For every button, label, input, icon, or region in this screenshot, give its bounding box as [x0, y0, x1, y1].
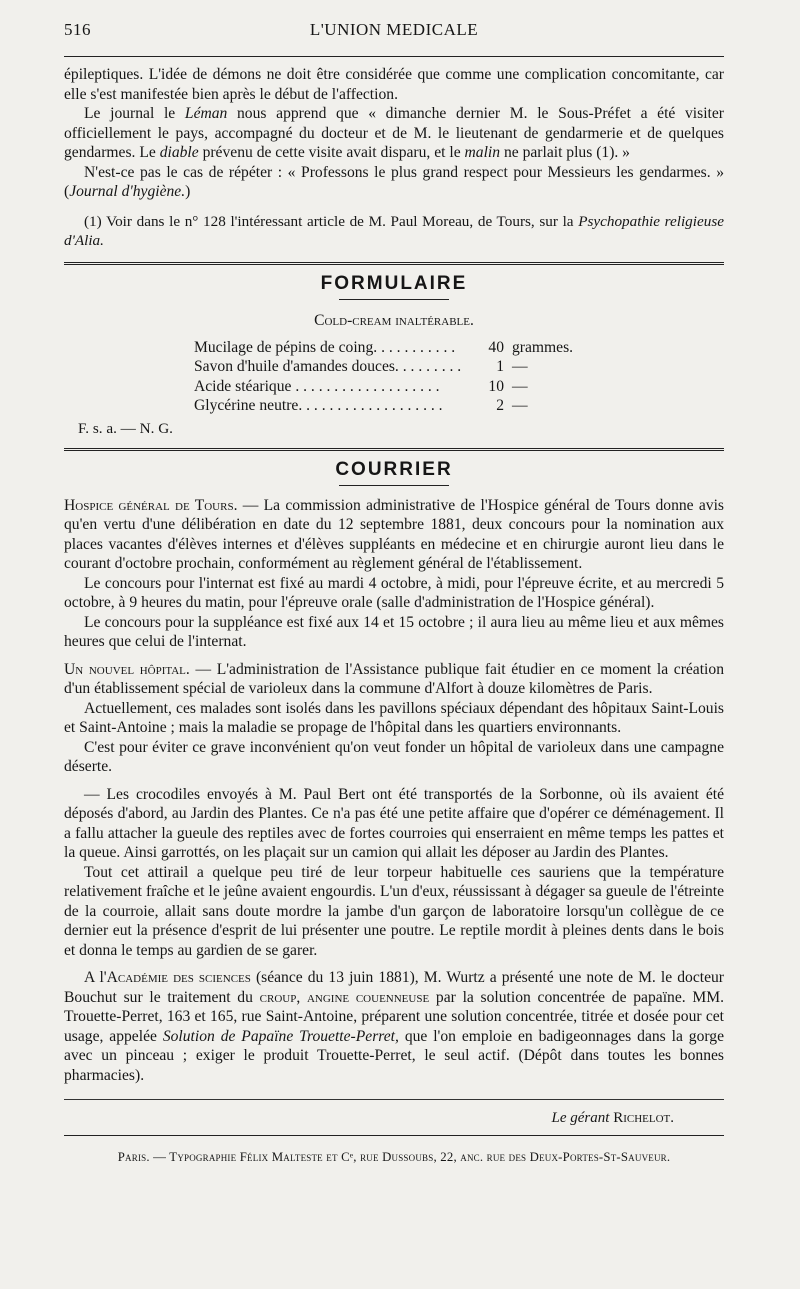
intro-p2-text-d: ne parlait plus (1). »	[500, 144, 630, 161]
ingredient-row	[194, 377, 724, 397]
academie-heading: Académie des sciences	[106, 969, 251, 986]
intro-p2-diable: diable	[159, 144, 199, 161]
intro-p3-source: Journal d'hygiène.	[69, 183, 186, 200]
ingredient-name: Glycérine neutre. . . . . . . . . . . . . . . . . . .	[194, 397, 443, 414]
academie-lead: A l'	[84, 969, 107, 986]
intro-p2-malin: malin	[464, 144, 501, 161]
header-rule	[64, 56, 724, 57]
intro-p3-close: )	[185, 183, 191, 200]
section-title-formulaire: FORMULAIRE	[320, 272, 468, 294]
formulaire-signature: F. s. a. — N. G.	[78, 419, 173, 437]
section-divider-formulaire	[64, 262, 724, 265]
printer-imprint: Paris. — Typographie Félix Malteste et Cᵉ, rue Dussoubs, 22, anc. rue des Deux-Portes-St-Sauveur.	[117, 1150, 671, 1164]
ingredient-name: Mucilage de pépins de coing. . . . . . . . . . .	[194, 338, 456, 356]
hopital-paragraph-2: Actuellement, ces malades sont isolés dans les pavillons spéciaux dépendant des hôpitaux Saint-Louis et Saint-Antoine ; mais la maladie se propage de l'hôpital dans les quartiers environnants.	[64, 699, 724, 736]
academie-text-b: par la solution concentrée de papaïne. MM. Trouette-Perret, 163 et 165, rue Saint-Antoine, préparent une solution concentrée, titrée et dosée pour cet usage, appelée	[64, 988, 725, 1045]
intro-p2-leman: Léman	[184, 105, 228, 122]
hopital-heading: Un nouvel hôpital.	[64, 660, 190, 678]
ingredient-row	[194, 396, 724, 416]
ingredient-row	[194, 338, 724, 358]
intro-paragraph-2	[64, 104, 724, 163]
ingredient-unit: —	[512, 358, 528, 375]
hospice-paragraph-2: Le concours pour l'internat est fixé au mardi 4 octobre, à midi, pour l'épreuve écrite, et au mercredi 5 octobre, à 9 heures du matin, pour l'épreuve orale (salle d'administration de l'Hospice général).	[64, 574, 724, 611]
section-title-courrier: COURRIER	[335, 458, 453, 480]
courrier-title-underline	[339, 485, 449, 486]
intro-paragraph-1	[64, 65, 724, 104]
intro-p2-text-a: Le journal le	[84, 105, 185, 122]
recipe-title: Cold-cream inaltérable.	[314, 311, 474, 329]
academie-croup: croup, angine couenneuse	[259, 988, 430, 1006]
ingredient-name: Savon d'huile d'amandes douces. . . . . . . . .	[194, 358, 462, 375]
ingredient-qty: 40	[488, 338, 504, 356]
ingredient-unit: grammes.	[512, 338, 574, 356]
hospice-paragraph-3: Le concours pour la suppléance est fixé aux 14 et 15 octobre ; il aura lieu au même lieu et aux mêmes heures que celui de l'internat.	[64, 613, 724, 650]
intro-p2-text-b: nous apprend que « dimanche dernier M. le Sous-Préfet a été visiter officiellement le pays, accompagné du docteur et de M. le lieutenant de gendarmerie et de quelques gendarmes. Le	[64, 105, 724, 161]
imprint-rule	[64, 1135, 724, 1136]
running-head	[64, 18, 724, 48]
hospice-heading: Hospice général de Tours.	[64, 496, 238, 514]
intro-p2-text-c: prévenu de cette visite avait disparu, et le	[198, 144, 465, 161]
gerant-name: Richelot.	[613, 1110, 674, 1126]
footnote-title: Psychopathie religieuse d'Alia.	[64, 212, 724, 249]
academie-paragraph	[64, 968, 724, 1085]
recipe-ingredients	[194, 338, 724, 416]
hopital-p1-text: — L'administration de l'Assistance publique fait étudier en ce moment la création d'un établissement spécial de varioleux dans la commune d'Alfort à douze kilomètres de Paris.	[64, 660, 724, 697]
academie-text-c: que l'on emploie en badigeonnages dans la gorge avec un pinceau ; exiger le produit Trouette-Perret, le seul actif. (Dépôt dans toutes les bonnes pharmacies).	[64, 1027, 724, 1084]
hopital-paragraph-3: C'est pour éviter ce grave inconvénient qu'on veut fonder un hôpital de varioleux dans une campagne déserte.	[64, 738, 724, 775]
journal-title: L'UNION MEDICALE	[309, 20, 479, 39]
ingredient-qty: 2	[496, 397, 504, 414]
hospice-paragraph-1	[64, 496, 724, 574]
academie-product: Solution de Papaïne Trouette-Perret,	[162, 1027, 399, 1045]
hopital-paragraph-1	[64, 660, 724, 699]
footnote-text: (1) Voir dans le n° 128 l'intéressant article de M. Paul Moreau, de Tours, sur la	[84, 212, 579, 230]
academie-text-a: (séance du 13 juin 1881), M. Wurtz a présenté une note de M. le docteur Bouchut sur le traitement du	[64, 969, 724, 1006]
closing-rule	[64, 1099, 724, 1100]
ingredient-unit: —	[512, 377, 528, 395]
gerant-signature	[64, 1110, 674, 1127]
gerant-label: Le gérant	[551, 1110, 610, 1126]
crocodiles-paragraph-2: Tout cet attirail a quelque peu tiré de leur torpeur habituelle ces sauriens que la température relativement fraîche et le jeûne avaient engourdis. L'un d'eux, réussissant à dégager sa gueule de l'étreinte de la courroie, allait sans doute mordre la jambe d'un garçon de laboratoire lorsqu'un collègue de ce dernier eut la présence d'esprit de lui présenter une poutre. Le reptile mordit à pleines dents dans le bois et donna le temps au gardien de se garer.	[64, 863, 724, 959]
ingredient-qty: 10	[488, 377, 504, 395]
page-number: 516	[64, 20, 91, 39]
intro-paragraph-3	[64, 163, 724, 202]
hospice-p1-text: — La commission administrative de l'Hospice général de Tours donne avis qu'en vertu d'une délibération en date du 12 septembre 1881, deux concours pour la nomination aux places vacantes d'élèves internes et d'élèves suppléants en médecine et en chirurgie auront lieu dans le courant d'octobre prochain, conformément au règlement général de l'établissement.	[64, 496, 724, 572]
ingredient-name: Acide stéarique . . . . . . . . . . . . . . . . . . .	[194, 377, 440, 395]
footnote	[64, 212, 724, 250]
intro-p3-text: N'est-ce pas le cas de répéter : « Professons le plus grand respect pour Messieurs les gendarmes. » (	[64, 163, 724, 200]
section-divider-courrier	[64, 448, 724, 451]
intro-p1-text: épileptiques. L'idée de démons ne doit être considérée que comme une complication concomitante, car elle s'est manifestée bien après le début de l'affection.	[64, 66, 724, 103]
ingredient-qty: 1	[496, 358, 504, 375]
crocodiles-paragraph-1: — Les crocodiles envoyés à M. Paul Bert ont été transportés de la Sorbonne, où ils avaient été déposés d'abord, au Jardin des Plantes. Ce n'a pas été une petite affaire que d'opérer ce déménagement. Il a fallu attacher la gueule des reptiles avec de fortes courroies qui enserraient en même temps les pattes et la queue. Ainsi garrottés, on les plaçait sur un camion qui allait les déposer au Jardin des Plantes.	[64, 785, 724, 861]
ingredient-row	[194, 357, 724, 377]
formulaire-title-underline	[339, 299, 449, 300]
ingredient-unit: —	[512, 397, 528, 414]
